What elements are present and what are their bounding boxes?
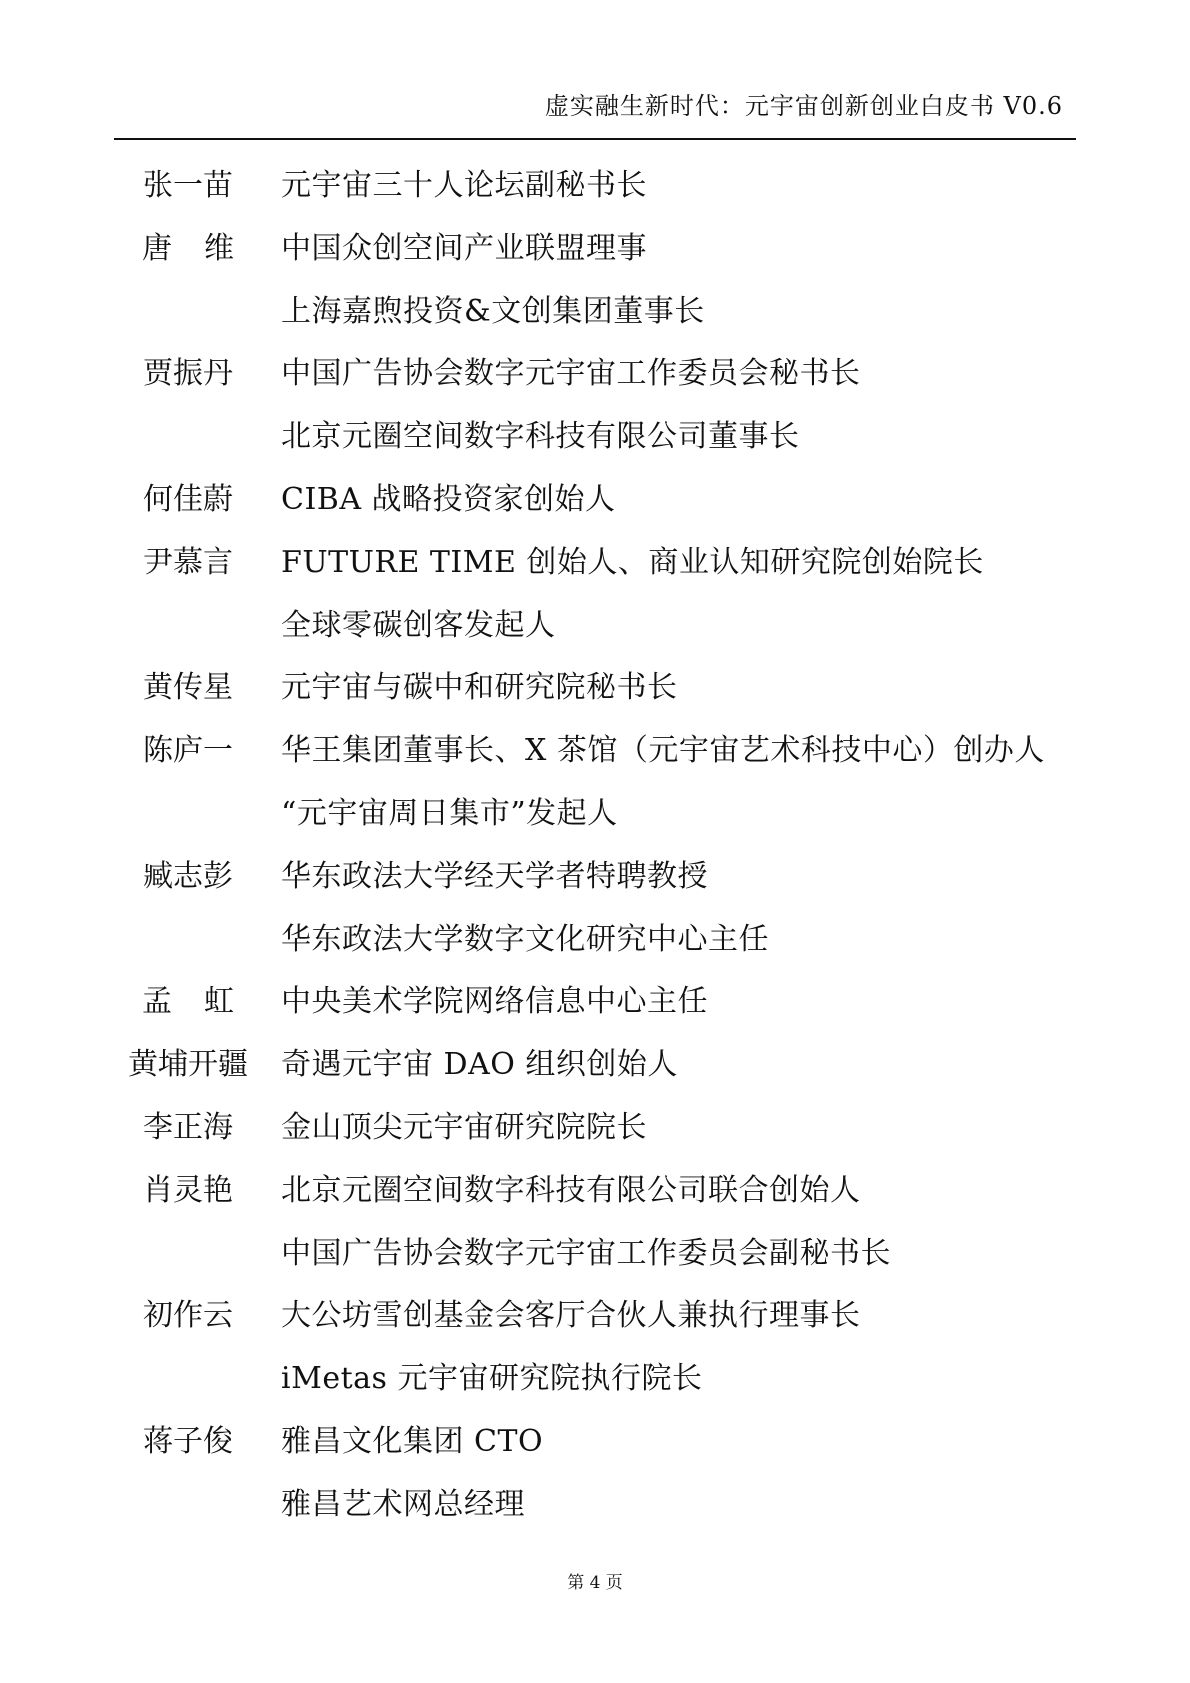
list-item — [0, 717, 1190, 780]
header-divider — [114, 138, 1076, 140]
member-name: 李正海 — [143, 1109, 233, 1145]
list-item — [0, 466, 1190, 529]
member-title: 全球零碳创客发起人 — [281, 607, 556, 643]
list-item — [0, 1094, 1190, 1157]
member-title: CIBA 战略投资家创始人 — [281, 481, 616, 517]
page-header-title: 虚实融生新时代：元宇宙创新创业白皮书 V0.6 — [544, 92, 1063, 120]
member-name: 唐维 — [142, 230, 234, 266]
list-item — [0, 1220, 1190, 1283]
member-title: 北京元圈空间数字科技有限公司董事长 — [281, 419, 800, 455]
member-title: 华东政法大学数字文化研究中心主任 — [281, 921, 769, 957]
member-title: 北京元圈空间数字科技有限公司联合创始人 — [281, 1172, 861, 1208]
member-name: 初作云 — [143, 1298, 233, 1334]
list-item — [0, 215, 1190, 278]
member-title: 元宇宙三十人论坛副秘书长 — [281, 168, 647, 203]
member-title: 元宇宙与碳中和研究院秘书长 — [281, 670, 678, 706]
list-item — [0, 1408, 1190, 1471]
list-item — [0, 529, 1190, 592]
member-name: 何佳蔚 — [143, 481, 233, 517]
member-name: 蒋子俊 — [143, 1423, 233, 1459]
list-item — [0, 1031, 1190, 1094]
list-item — [0, 278, 1190, 341]
member-name: 尹慕言 — [143, 544, 233, 580]
member-title: iMetas 元宇宙研究院执行院长 — [281, 1361, 703, 1397]
member-name: 臧志彭 — [143, 858, 233, 894]
list-item — [0, 592, 1190, 655]
list-item — [0, 403, 1190, 466]
list-item — [0, 1282, 1190, 1345]
member-title: 上海嘉煦投资&文创集团董事长 — [281, 293, 705, 329]
page-number: 第 4 页 — [567, 1573, 623, 1593]
member-name: 陈庐一 — [143, 733, 233, 769]
member-title: “元宇宙周日集市”发起人 — [281, 795, 618, 831]
member-title: FUTURE TIME 创始人、商业认知研究院创始院长 — [281, 544, 984, 580]
list-item — [0, 152, 1190, 215]
member-title: 雅昌艺术网总经理 — [281, 1486, 525, 1522]
member-name: 肖灵艳 — [143, 1172, 233, 1208]
member-title: 中央美术学院网络信息中心主任 — [281, 984, 708, 1020]
member-title: 中国广告协会数字元宇宙工作委员会秘书长 — [281, 356, 861, 392]
list-item — [0, 340, 1190, 403]
member-title: 雅昌文化集团 CTO — [281, 1423, 544, 1459]
list-item — [0, 780, 1190, 843]
member-name: 黄埔开疆 — [128, 1047, 248, 1083]
list-item — [0, 968, 1190, 1031]
member-list — [0, 152, 1190, 1534]
list-item — [0, 1471, 1190, 1534]
member-title: 华王集团董事长、X 茶馆（元宇宙艺术科技中心）创办人 — [281, 733, 1045, 769]
member-name: 黄传星 — [143, 670, 233, 706]
list-item — [0, 843, 1190, 906]
member-title: 中国众创空间产业联盟理事 — [281, 230, 647, 266]
list-item — [0, 906, 1190, 969]
list-item — [0, 1157, 1190, 1220]
member-name: 贾振丹 — [143, 356, 233, 392]
member-title: 华东政法大学经天学者特聘教授 — [281, 858, 708, 894]
list-item — [0, 654, 1190, 717]
member-title: 奇遇元宇宙 DAO 组织创始人 — [281, 1047, 678, 1083]
list-item — [0, 1345, 1190, 1408]
member-title: 金山顶尖元宇宙研究院院长 — [281, 1109, 647, 1145]
member-title: 中国广告协会数字元宇宙工作委员会副秘书长 — [281, 1235, 891, 1271]
member-name: 张一苗 — [143, 168, 233, 203]
member-title: 大公坊雪创基金会客厅合伙人兼执行理事长 — [281, 1298, 861, 1334]
member-name: 孟虹 — [142, 984, 234, 1020]
